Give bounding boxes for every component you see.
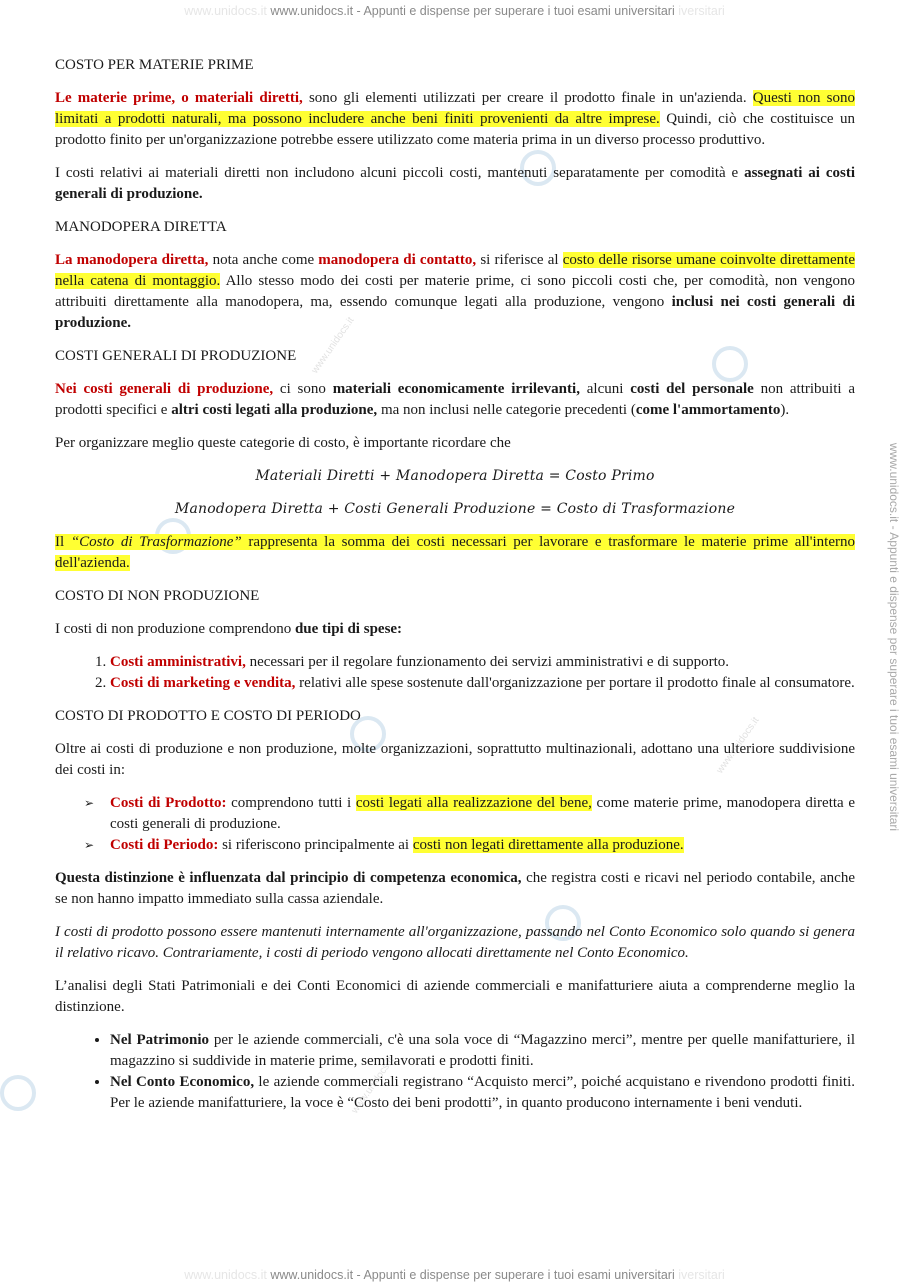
- text: non attribuiti a prodotti specifici e: [55, 381, 855, 418]
- paragraph: L’analisi degli Stati Patrimoniali e dei Conti Economici di aziende commerciali e manifatturiere aiuta a comprenderne meglio la distinzione.: [55, 978, 855, 1015]
- bold-text: Nel Conto Economico,: [110, 1074, 255, 1090]
- text: ma non inclusi nelle categorie precedenti (: [377, 402, 636, 418]
- text: per le aziende commerciali, c'è una sola voce di “Magazzino merci”, mentre per quelle manifatturiere, il magazzino si suddivide in materie prime, semilavorati e prodotti finiti.: [110, 1032, 855, 1069]
- bold-text: due tipi di spese:: [294, 621, 403, 637]
- text: come materie prime, manodopera diretta e costi generali di produzione.: [110, 795, 855, 832]
- numbered-list: [55, 652, 855, 694]
- bold-text: materiali economicamente irrilevanti,: [332, 381, 580, 397]
- paragraph: [55, 163, 855, 205]
- watermark-footer-text: www.unidocs.it - Appunti e dispense per superare i tuoi esami universitari: [270, 1268, 675, 1282]
- bold-text: Nel Patrimonio: [110, 1032, 209, 1048]
- section-title: COSTO DI NON PRODUZIONE: [55, 588, 260, 604]
- bullet-list: [55, 1030, 855, 1114]
- bold-text: come l'ammortamento: [635, 402, 781, 418]
- highlight: costi legati alla realizzazione del bene,: [355, 795, 592, 811]
- footer-watermark: [0, 1268, 909, 1282]
- watermark-ghost-left: www.unidocs.it: [184, 1268, 267, 1282]
- bold-text: altri costi legati alla produzione,: [171, 402, 378, 418]
- highlight: “Costo di Trasformazione”: [70, 534, 242, 550]
- section-title: MANODOPERA DIRETTA: [55, 219, 227, 235]
- paragraph: [55, 619, 855, 640]
- section-title: COSTO PER MATERIE PRIME: [55, 57, 254, 73]
- text: comprendono tutti i: [226, 795, 356, 811]
- text: si riferisce al: [476, 252, 563, 268]
- text: nota anche come: [208, 252, 319, 268]
- section-title: COSTI GENERALI DI PRODUZIONE: [55, 348, 297, 364]
- paragraph: [55, 379, 855, 421]
- equation-costo-primo: Materiali Diretti + Manodopera Diretta = Costo Primo: [255, 468, 655, 484]
- watermark-ghost-right: iversitari: [678, 4, 725, 18]
- text: si riferiscono principalmente ai: [218, 837, 413, 853]
- term: Nei costi generali di produzione,: [55, 381, 274, 397]
- highlight: Il: [55, 534, 71, 550]
- bold-text: assegnati ai costi generali di produzione.: [55, 165, 855, 202]
- paragraph: [55, 532, 855, 574]
- text: necessari per il regolare funzionamento dei servizi amministrativi e di supporto.: [245, 654, 730, 670]
- list-item: [84, 793, 855, 835]
- term: Costi di Periodo:: [110, 837, 219, 853]
- list-item: [110, 652, 855, 673]
- highlight: costo delle risorse umane coinvolte direttamente nella catena di montaggio.: [55, 252, 856, 289]
- text: sono gli elementi utilizzati per creare il prodotto finale in un'azienda.: [302, 90, 753, 106]
- highlight: Questi non sono limitati a prodotti naturali, ma possono includere anche beni finiti provenienti da altre imprese.: [55, 90, 856, 127]
- section-title: COSTO DI PRODOTTO E COSTO DI PERIODO: [55, 708, 361, 724]
- diagonal-watermark: www.unidocs.it: [714, 715, 762, 776]
- text: I costi relativi ai materiali diretti non includono alcuni piccoli costi, mantenuti separatamente per comodità e: [55, 165, 745, 181]
- watermark-ghost-right: iversitari: [678, 1268, 725, 1282]
- list-item: [110, 1030, 855, 1072]
- text: alcuni: [579, 381, 631, 397]
- header-watermark: [0, 4, 909, 18]
- italic-paragraph: I costi di prodotto possono essere mantenuti internamente all'organizzazione, passando nel Conto Economico solo quando si genera il relativo ricavo. Contrariamente, i costi di periodo vengono allocati direttamente nel Conto Economico.: [55, 924, 855, 961]
- text: ci sono: [273, 381, 333, 397]
- text: le aziende commerciali registrano “Acquisto merci”, poiché acquistano e rivendono prodotti finiti. Per le aziende manifatturiere, la voce è “Costo dei beni prodotti”, in quanto producono internamente i beni venduti.: [110, 1074, 855, 1111]
- diagonal-watermark: www.unidocs.it: [309, 315, 357, 376]
- term: Le materie prime, o materiali diretti,: [55, 90, 303, 106]
- text: Allo stesso modo dei costi per materie prime, ci sono piccoli costi che, per comodità, non vengono attribuiti direttamente alla manodopera, ma, essendo comunque legati alla produzione, vengono: [55, 273, 855, 310]
- term: manodopera di contatto,: [318, 252, 477, 268]
- list-item: [84, 835, 855, 856]
- text: Quindi, ciò che costituisce un prodotto finito per un'organizzazione potrebbe essere utilizzato come materia prima in un diverso processo produttivo.: [55, 111, 855, 148]
- paragraph: Oltre ai costi di produzione e non produzione, molte organizzazioni, soprattutto multinazionali, adottano una ulteriore suddivisione dei costi in:: [55, 741, 855, 778]
- watermark-ghost-left: www.unidocs.it: [184, 4, 267, 18]
- arrow-list: [55, 793, 855, 856]
- text: ).: [780, 402, 790, 418]
- list-item: [110, 673, 855, 694]
- highlight: rappresenta la somma dei costi necessari per lavorare e trasformare le materie prime all'interno dell'azienda.: [55, 534, 855, 571]
- bold-text: inclusi nei costi generali di produzione.: [55, 294, 856, 331]
- arrow-bullet-icon: ➢: [84, 838, 95, 852]
- arrow-bullet-icon: ➢: [84, 796, 95, 810]
- paragraph: [55, 250, 855, 334]
- watermark-header-text: www.unidocs.it - Appunti e dispense per superare i tuoi esami universitari: [270, 4, 675, 18]
- watermark-logo-icon: [0, 1075, 36, 1111]
- term: Costi di marketing e vendita,: [110, 675, 296, 691]
- document-body: [55, 55, 855, 1126]
- diagonal-watermark: www.unidocs.it: [349, 1055, 397, 1116]
- bold-text: costi del personale: [630, 381, 754, 397]
- equation-costo-trasformazione: Manodopera Diretta + Costi Generali Produzione = Costo di Trasformazione: [174, 501, 736, 517]
- highlight: costi non legati direttamente alla produzione.: [412, 837, 684, 853]
- paragraph: [55, 868, 855, 910]
- term: Costi amministrativi,: [110, 654, 246, 670]
- paragraph: Per organizzare meglio queste categorie di costo, è importante ricordare che: [55, 435, 511, 451]
- text: che registra costi e ricavi nel periodo contabile, anche se non hanno impatto immediato sulla cassa aziendale.: [55, 870, 855, 907]
- list-item: [110, 1072, 855, 1114]
- text: relativi alle spese sostenute dall'organizzazione per portare il prodotto finale al consumatore.: [295, 675, 855, 691]
- side-watermark-right: www.unidocs.it - Appunti e dispense per superare i tuoi esami universitari: [887, 442, 902, 832]
- term: La manodopera diretta,: [55, 252, 209, 268]
- bold-text: Questa distinzione è influenzata dal principio di competenza economica,: [55, 870, 522, 886]
- text: I costi di non produzione comprendono: [55, 621, 295, 637]
- term: Costi di Prodotto:: [110, 795, 227, 811]
- paragraph: [55, 88, 855, 151]
